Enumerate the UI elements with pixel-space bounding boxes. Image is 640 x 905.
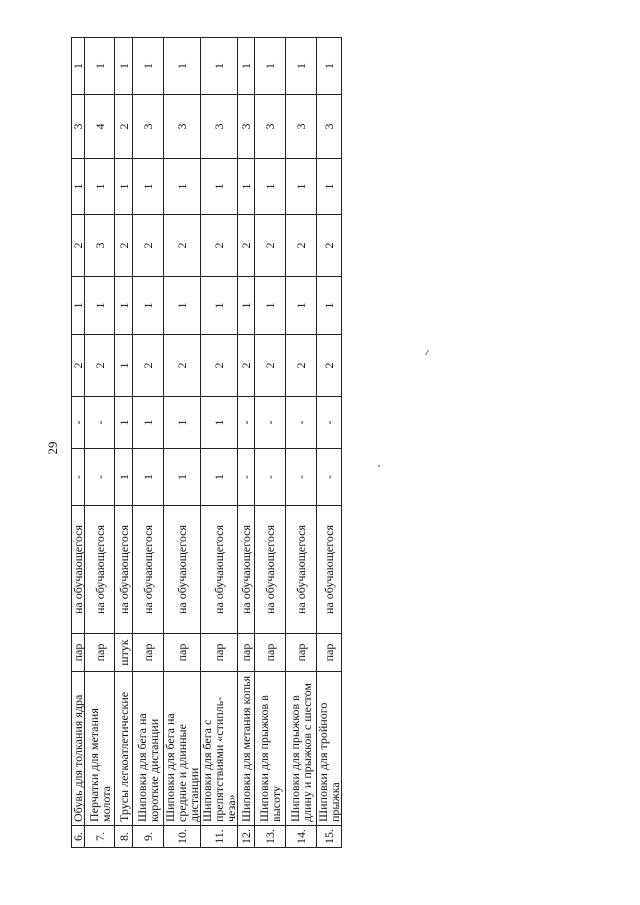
table-cell-c6: 1 [164, 159, 201, 215]
table-cell-c7: 3 [286, 95, 317, 159]
table-body [72, 38, 342, 848]
table-cell-num: 11. [201, 826, 238, 848]
table-row [164, 38, 201, 848]
table-cell-c2: - [72, 397, 85, 449]
table-cell-c1: 1 [164, 449, 201, 506]
scan-artifact [378, 465, 380, 467]
table-cell-c4: 1 [317, 277, 342, 335]
table-cell-name: Шиповки для прыжков в длину и прыжков с шестом [286, 672, 317, 826]
table-cell-c7: 3 [164, 95, 201, 159]
table-cell-c2: - [286, 397, 317, 449]
table-cell-c2: - [255, 397, 286, 449]
table-row [72, 38, 85, 848]
table-cell-c6: 1 [201, 159, 238, 215]
table-cell-c4: 1 [286, 277, 317, 335]
table-cell-name: Шиповки для бега на средние и длинные дистанции [164, 672, 201, 826]
table-cell-unit: пар [286, 634, 317, 672]
table-cell-c3: 2 [85, 335, 115, 397]
table-cell-unit: пар [164, 634, 201, 672]
table-cell-c8: 1 [72, 38, 85, 95]
table-cell-c5: 2 [164, 215, 201, 277]
table-cell-num: 9. [133, 826, 164, 848]
table-cell-c3: 2 [133, 335, 164, 397]
table-cell-c7: 3 [133, 95, 164, 159]
table-row [286, 38, 317, 848]
table-cell-unit: пар [201, 634, 238, 672]
table-cell-num: 15. [317, 826, 342, 848]
table-cell-unit: пар [72, 634, 85, 672]
table-cell-calc: на обучающегося [317, 506, 342, 634]
table-cell-calc: на обучающегося [85, 506, 115, 634]
table-cell-c4: 1 [164, 277, 201, 335]
table-cell-c5: 3 [85, 215, 115, 277]
table-cell-c5: 2 [72, 215, 85, 277]
table-cell-c5: 2 [317, 215, 342, 277]
table-cell-c1: 1 [201, 449, 238, 506]
scan-artifact [425, 350, 429, 356]
table-cell-c1: 1 [115, 449, 133, 506]
table-cell-name: Шиповки для бега с препятствиями «стипль-чеза» [201, 672, 238, 826]
table-cell-c6: 1 [72, 159, 85, 215]
page-number: 29 [45, 441, 60, 455]
table-cell-c7: 3 [72, 95, 85, 159]
table-cell-calc: на обучающегося [238, 506, 255, 634]
table-cell-c6: 1 [85, 159, 115, 215]
table-cell-c2: - [85, 397, 115, 449]
table-cell-c7: 3 [201, 95, 238, 159]
table-cell-c2: - [238, 397, 255, 449]
table-cell-c6: 1 [317, 159, 342, 215]
table-cell-c1: - [286, 449, 317, 506]
table-cell-c8: 1 [238, 38, 255, 95]
table-cell-c2: 1 [133, 397, 164, 449]
table-cell-calc: на обучающегося [201, 506, 238, 634]
table-cell-c2: 1 [164, 397, 201, 449]
table-cell-c8: 1 [317, 38, 342, 95]
table-cell-c5: 2 [238, 215, 255, 277]
table-cell-c8: 1 [85, 38, 115, 95]
table-cell-name: Шиповки для тройного прыжка [317, 672, 342, 826]
table-cell-c4: 1 [255, 277, 286, 335]
table-row [85, 38, 115, 848]
table-cell-c3: 2 [164, 335, 201, 397]
table-cell-unit: пар [133, 634, 164, 672]
table-cell-name: Шиповки для прыжков в высоту [255, 672, 286, 826]
table-row [238, 38, 255, 848]
table-cell-c7: 3 [317, 95, 342, 159]
table-cell-c5: 2 [133, 215, 164, 277]
table-cell-unit: пар [317, 634, 342, 672]
table-cell-c3: 1 [115, 335, 133, 397]
table-cell-num: 13. [255, 826, 286, 848]
table-cell-c5: 2 [255, 215, 286, 277]
table-cell-c1: - [255, 449, 286, 506]
table-cell-c3: 2 [317, 335, 342, 397]
table-row [115, 38, 133, 848]
table-cell-c8: 1 [286, 38, 317, 95]
table-cell-c7: 3 [238, 95, 255, 159]
table-cell-calc: на обучающегося [255, 506, 286, 634]
table-row [317, 38, 342, 848]
table-cell-c3: 2 [201, 335, 238, 397]
table-cell-c1: 1 [133, 449, 164, 506]
table-cell-num: 6. [72, 826, 85, 848]
table-cell-num: 12. [238, 826, 255, 848]
table-cell-c4: 1 [238, 277, 255, 335]
table-cell-c6: 1 [115, 159, 133, 215]
table-cell-c5: 2 [201, 215, 238, 277]
table-cell-c2: 1 [201, 397, 238, 449]
table-cell-unit: штук [115, 634, 133, 672]
table-cell-c4: 1 [72, 277, 85, 335]
equipment-table-container [71, 38, 342, 848]
table-cell-c7: 3 [255, 95, 286, 159]
table-cell-c6: 1 [238, 159, 255, 215]
table-cell-c1: - [238, 449, 255, 506]
table-cell-calc: на обучающегося [164, 506, 201, 634]
table-cell-c1: - [317, 449, 342, 506]
table-row [255, 38, 286, 848]
table-cell-unit: пар [255, 634, 286, 672]
table-cell-c8: 1 [133, 38, 164, 95]
table-cell-num: 8. [115, 826, 133, 848]
table-cell-name: Трусы легкоатлетические [115, 672, 133, 826]
table-cell-name: Шиповки для бега на короткие дистанции [133, 672, 164, 826]
table-row [133, 38, 164, 848]
table-cell-c6: 1 [133, 159, 164, 215]
table-cell-c5: 2 [286, 215, 317, 277]
table-cell-c4: 1 [85, 277, 115, 335]
table-cell-num: 7. [85, 826, 115, 848]
table-cell-calc: на обучающегося [286, 506, 317, 634]
table-cell-num: 10. [164, 826, 201, 848]
table-cell-calc: на обучающегося [72, 506, 85, 634]
table-cell-c1: - [85, 449, 115, 506]
table-cell-c8: 1 [255, 38, 286, 95]
table-row [201, 38, 238, 848]
equipment-table [71, 37, 342, 848]
table-cell-unit: пар [238, 634, 255, 672]
rotated-table [71, 38, 342, 848]
table-cell-num: 14. [286, 826, 317, 848]
table-cell-c8: 1 [164, 38, 201, 95]
table-cell-c4: 1 [133, 277, 164, 335]
table-cell-name: Перчатки для метания молота [85, 672, 115, 826]
table-cell-calc: на обучающегося [115, 506, 133, 634]
table-cell-c3: 2 [255, 335, 286, 397]
table-cell-unit: пар [85, 634, 115, 672]
table-cell-calc: на обучающегося [133, 506, 164, 634]
table-cell-c2: - [317, 397, 342, 449]
table-cell-c8: 1 [201, 38, 238, 95]
table-cell-name: Шиповки для метания копья [238, 672, 255, 826]
table-cell-c4: 1 [201, 277, 238, 335]
table-cell-c6: 1 [255, 159, 286, 215]
table-cell-c5: 2 [115, 215, 133, 277]
table-cell-c8: 1 [115, 38, 133, 95]
table-cell-c3: 2 [72, 335, 85, 397]
table-cell-c1: - [72, 449, 85, 506]
table-cell-c3: 2 [238, 335, 255, 397]
table-cell-c2: 1 [115, 397, 133, 449]
table-cell-c6: 1 [286, 159, 317, 215]
table-cell-c7: 2 [115, 95, 133, 159]
table-cell-c4: 1 [115, 277, 133, 335]
table-cell-c7: 4 [85, 95, 115, 159]
table-cell-name: Обувь для толкания ядра [72, 672, 85, 826]
table-cell-c3: 2 [286, 335, 317, 397]
